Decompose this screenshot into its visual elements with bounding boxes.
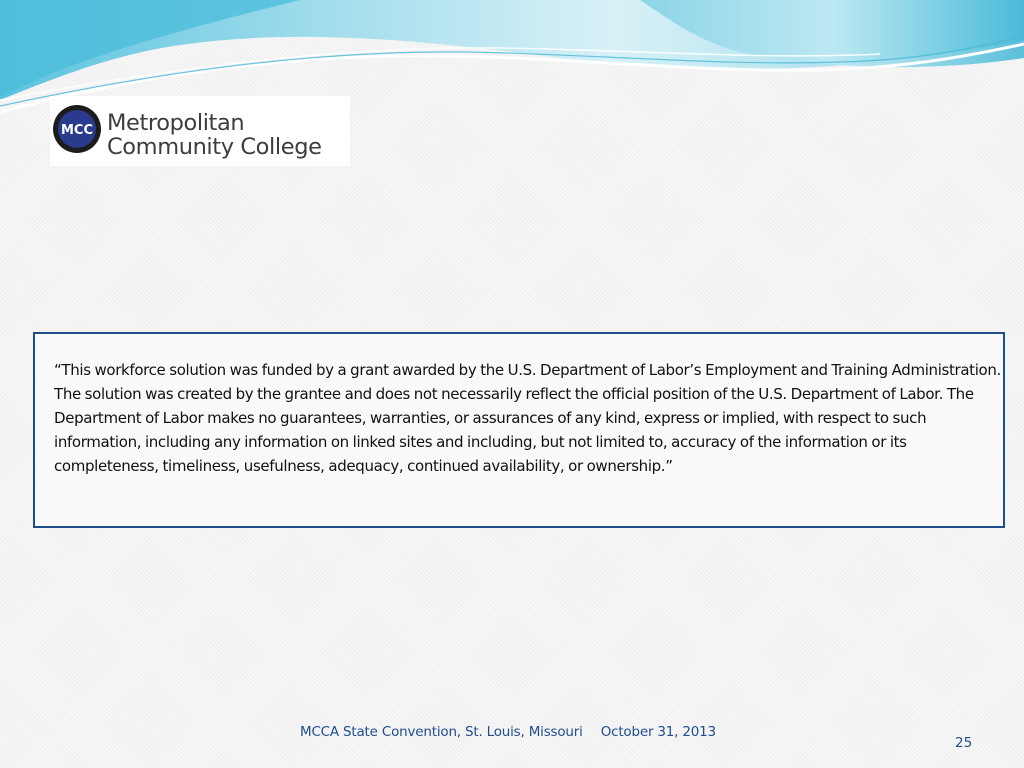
logo-wordmark — [107, 111, 322, 159]
footer-event: MCCA State Convention, St. Louis, Missouri — [300, 724, 583, 740]
logo-badge-text: MCC — [60, 123, 94, 138]
slide-number: 25 — [955, 735, 973, 751]
footer-date: October 31, 2013 — [600, 724, 716, 740]
disclaimer-text: “This workforce solution was funded by a grant awarded by the U.S. Department of Labor’s Employment and Training Administration. The solution was created by the grantee and does not necessarily reflect the official position of the U.S. Department of Labor. The Department of Labor makes no guarantees, warranties, or assurances of any kind, express or implied, with respect to such information, including any information on linked sites and including, but not limited to, accuracy of the information or its completeness, timeliness, usefulness, adequacy, continued availability, or ownership.” — [54, 361, 1001, 475]
footer — [300, 724, 716, 740]
college-logo — [50, 96, 350, 166]
logo-line-1: Metropolitan — [107, 110, 245, 136]
mcc-badge-icon — [52, 104, 102, 154]
logo-line-2: Community College — [107, 134, 322, 160]
disclaimer-box — [33, 332, 1005, 528]
